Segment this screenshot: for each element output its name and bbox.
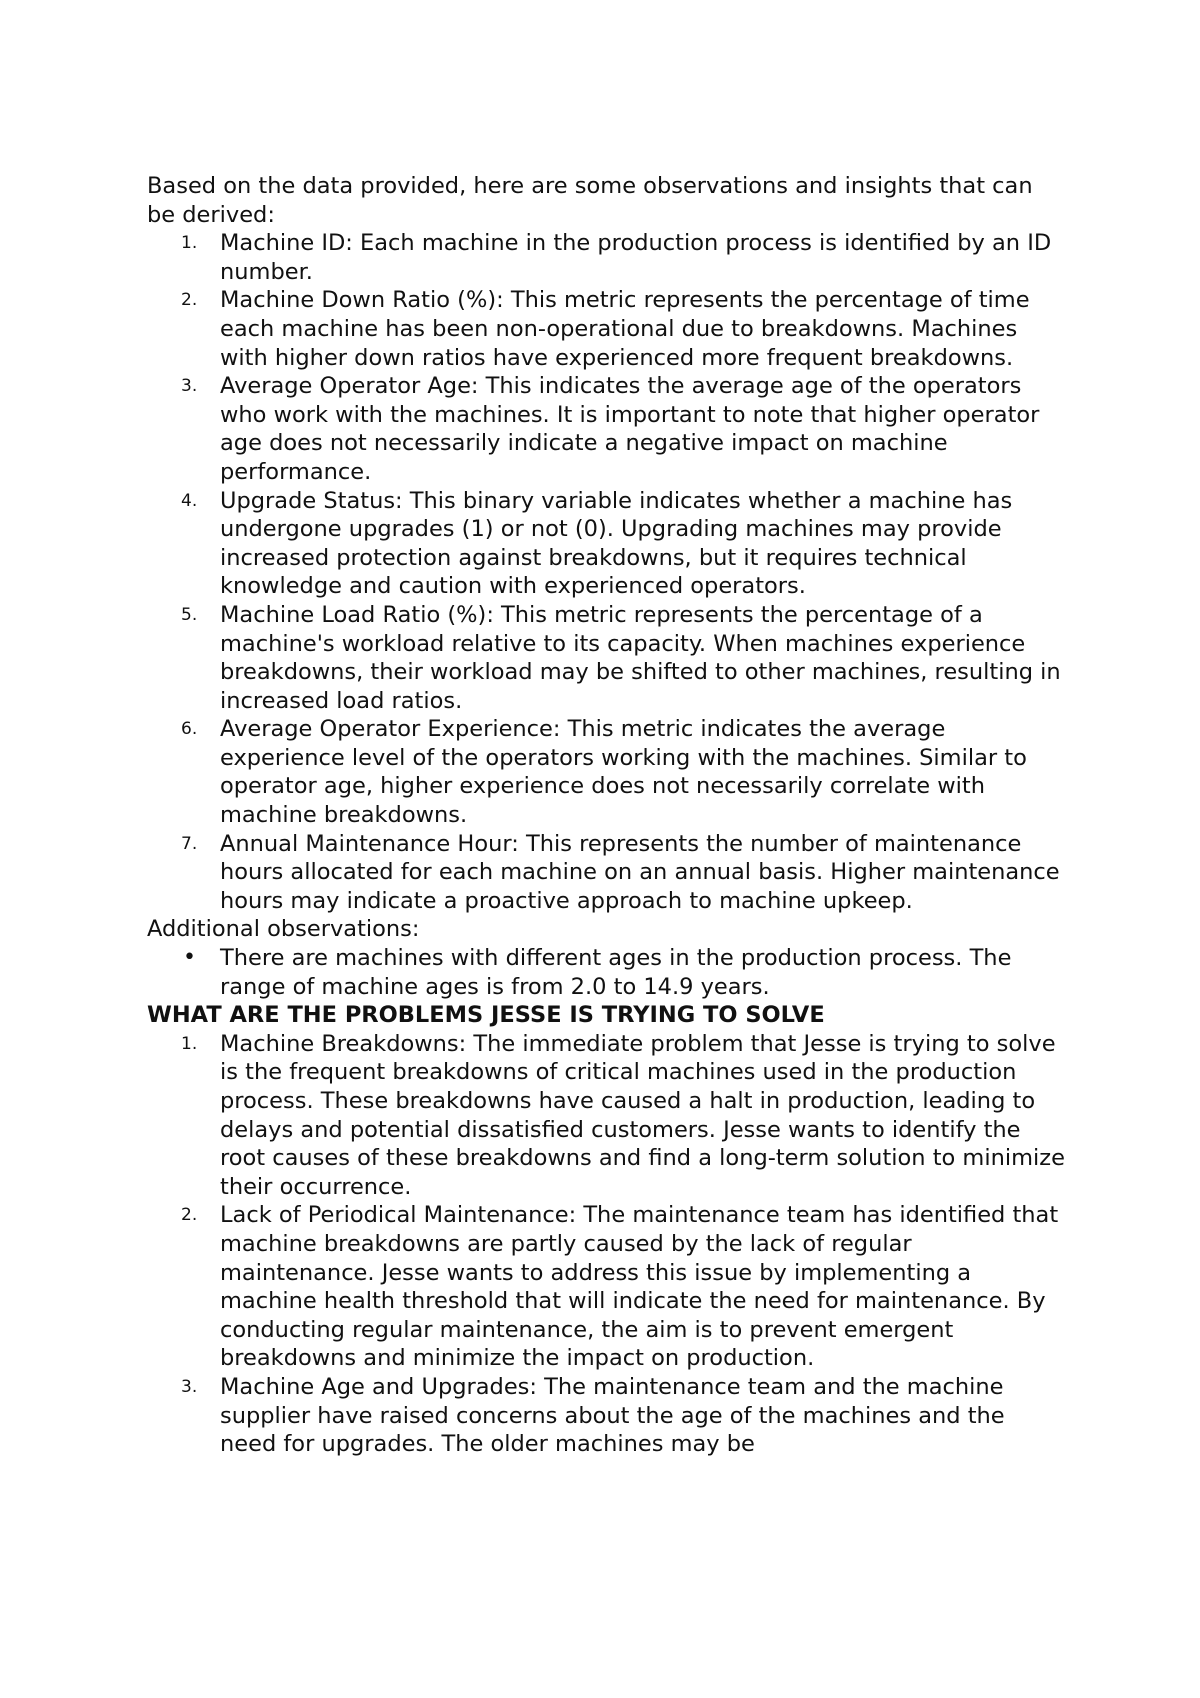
list-number: 1. (181, 1033, 198, 1054)
additional-observations-list (147, 944, 1067, 1001)
list-number: 2. (181, 290, 198, 311)
list-item (147, 286, 1067, 372)
list-number: 1. (181, 233, 198, 254)
list-item (147, 372, 1067, 486)
list-item (147, 1030, 1067, 1202)
list-item (147, 830, 1067, 916)
document-body (147, 172, 1067, 1459)
list-item (147, 487, 1067, 601)
list-number: 6. (181, 719, 198, 740)
list-item (147, 715, 1067, 829)
list-item-text: Machine Age and Upgrades: The maintenance team and the machine supplier have raised concerns about the age of the machines and the need for upgrades. The older machines may be (220, 1373, 1005, 1458)
list-item-text: Machine Load Ratio (%): This metric represents the percentage of a machine's workload relative to its capacity. When machines experience breakdowns, their workload may be shifted to other machines, resulting in increased load ratios. (220, 601, 1061, 714)
list-number: 3. (181, 1376, 198, 1397)
list-item-text: Annual Maintenance Hour: This represents the number of maintenance hours allocated for each machine on an annual basis. Higher maintenance hours may indicate a proactive approach to machine upkeep. (220, 830, 1060, 914)
problems-list (147, 1030, 1067, 1459)
list-item-text: Average Operator Experience: This metric indicates the average experience level of the operators working with the machines. Similar to operator age, higher experience does not necessarily correlate with machine breakdowns. (220, 716, 1027, 829)
list-item (147, 229, 1067, 286)
list-item-text: Machine ID: Each machine in the production process is identified by an ID number. (220, 230, 1052, 285)
list-item (147, 601, 1067, 715)
list-item-text: Upgrade Status: This binary variable indicates whether a machine has undergone upgrades (1) or not (0). Upgrading machines may provide increased protection against breakdowns, but it requires technical knowledge and caution with experienced operators. (220, 487, 1013, 600)
additional-observations-label: Additional observations: (147, 916, 420, 943)
list-item (147, 1201, 1067, 1373)
list-item-text: There are machines with different ages in the production process. The range of machine ages is from 2.0 to 14.9 years. (220, 945, 1012, 1000)
list-number: 7. (181, 833, 198, 854)
list-item-text: Machine Down Ratio (%): This metric represents the percentage of time each machine has been non-operational due to breakdowns. Machines with higher down ratios have experienced more frequent breakdowns. (220, 287, 1030, 371)
list-number: 5. (181, 604, 198, 625)
observations-list (147, 229, 1067, 915)
list-item (147, 944, 1067, 1001)
problems-heading: WHAT ARE THE PROBLEMS JESSE IS TRYING TO SOLVE (147, 1002, 825, 1029)
list-number: 2. (181, 1205, 198, 1226)
list-number: 3. (181, 376, 198, 397)
list-item (147, 1373, 1067, 1459)
list-number: 4. (181, 490, 198, 511)
list-item-text: Lack of Periodical Maintenance: The maintenance team has identified that machine breakdowns are partly caused by the lack of regular maintenance. Jesse wants to address this issue by implementing a machine health threshold that will indicate the need for maintenance. By conducting regular maintenance, the aim is to prevent emergent breakdowns and minimize the impact on production. (220, 1202, 1059, 1372)
list-item-text: Machine Breakdowns: The immediate problem that Jesse is trying to solve is the frequent breakdowns of critical machines used in the production process. These breakdowns have caused a halt in production, leading to delays and potential dissatisfied customers. Jesse wants to identify the root causes of these breakdowns and find a long-term solution to minimize their occurrence. (220, 1030, 1065, 1200)
bullet-icon: • (183, 945, 196, 971)
list-item-text: Average Operator Age: This indicates the average age of the operators who work with the machines. It is important to note that higher operator age does not necessarily indicate a negative impact on machine performance. (220, 373, 1040, 485)
intro-paragraph: Based on the data provided, here are some observations and insights that can be derived: (147, 173, 1033, 228)
